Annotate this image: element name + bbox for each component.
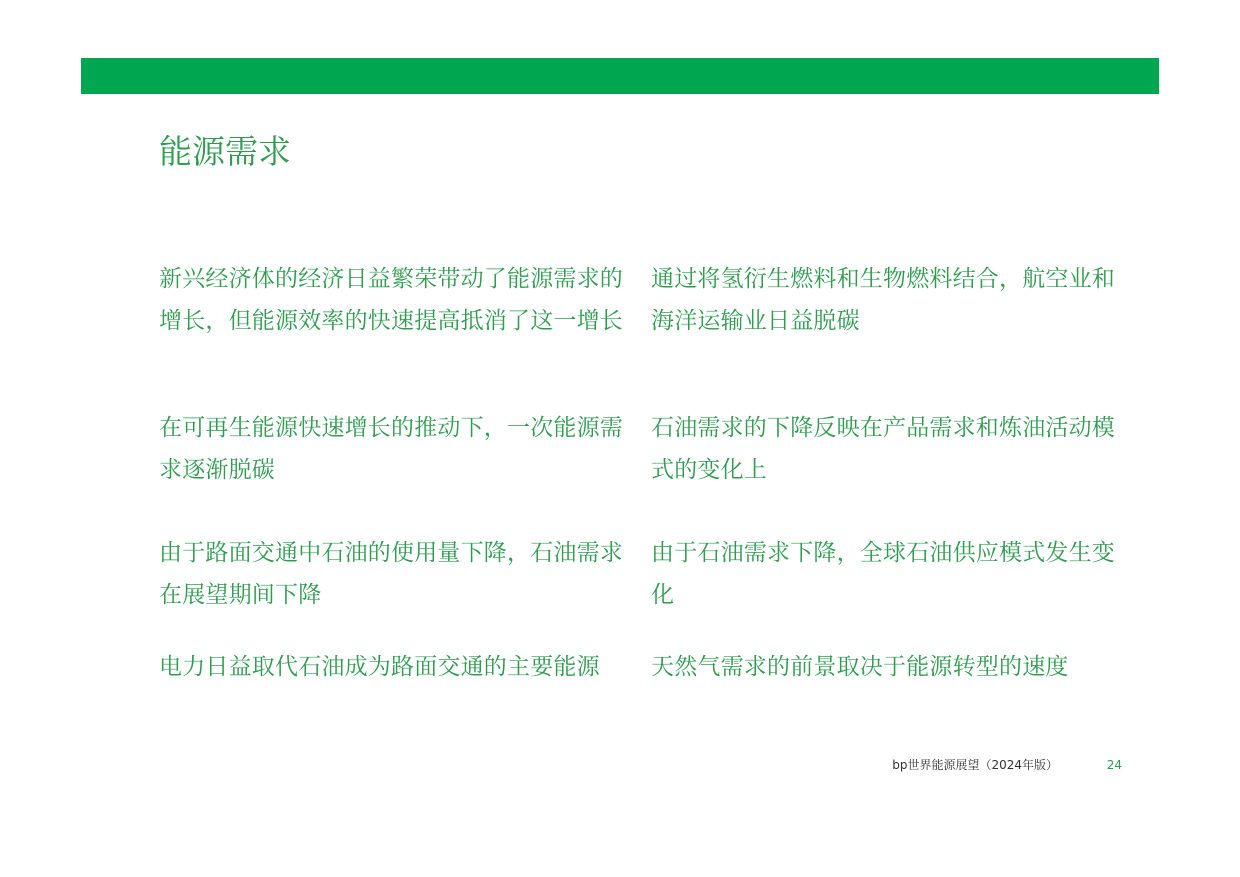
key-point: 由于路面交通中石油的使用量下降，石油需求在展望期间下降 <box>159 540 623 608</box>
key-point: 新兴经济体的经济日益繁荣带动了能源需求的增长，但能源效率的快速提高抵消了这一增长 <box>159 266 623 334</box>
page-number: 24 <box>1106 758 1122 772</box>
key-point: 电力日益取代石油成为路面交通的主要能源 <box>159 654 600 680</box>
key-point: 在可再生能源快速增长的推动下，一次能源需求逐渐脱碳 <box>159 415 623 483</box>
key-point: 石油需求的下降反映在产品需求和炼油活动模式的变化上 <box>651 415 1115 483</box>
key-points-grid <box>159 258 1123 706</box>
key-point: 由于石油需求下降，全球石油供应模式发生变化 <box>651 540 1115 608</box>
key-point: 天然气需求的前景取决于能源转型的速度 <box>651 654 1069 680</box>
page-title: 能源需求 <box>159 132 291 171</box>
header-accent-bar <box>81 58 1159 94</box>
footer-source: bp世界能源展望（2024年版） <box>892 758 1058 772</box>
key-point: 通过将氢衍生燃料和生物燃料结合，航空业和海洋运输业日益脱碳 <box>651 266 1115 334</box>
